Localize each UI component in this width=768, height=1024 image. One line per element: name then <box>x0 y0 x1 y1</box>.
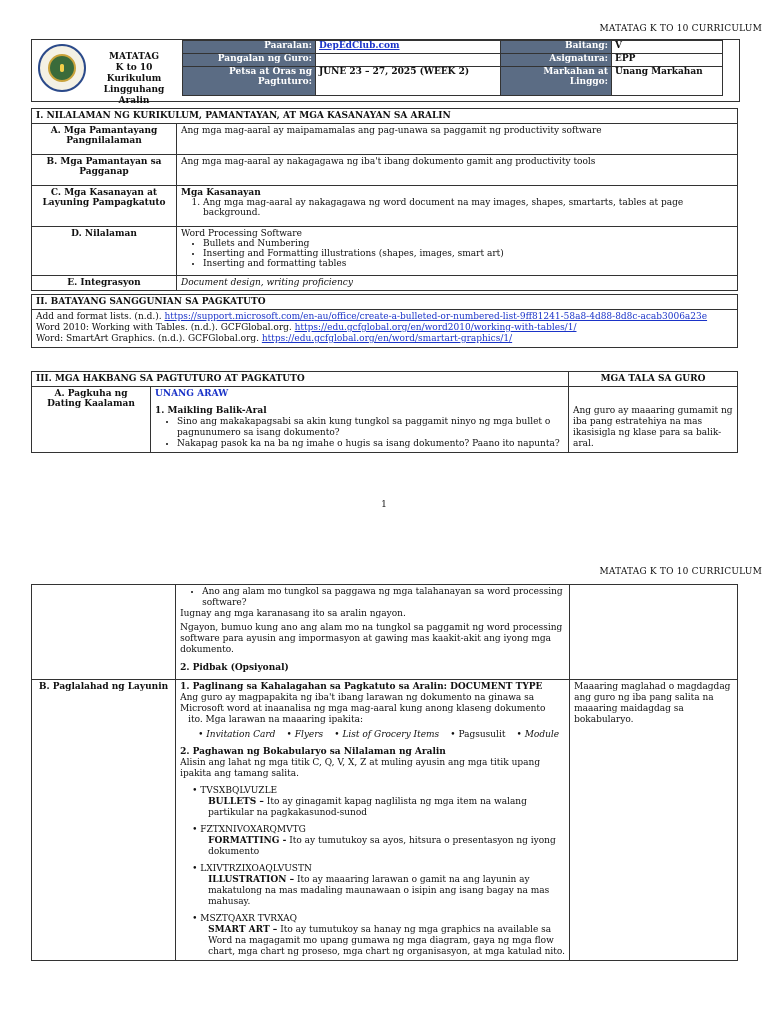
section-title: II. BATAYANG SANGGUNIAN SA PAGKATUTO <box>32 295 738 310</box>
quarter-value: Unang Markahan <box>612 67 723 96</box>
section-title: III. MGA HAKBANG SA PAGTUTURO AT PAGKATUTO <box>32 372 569 387</box>
reference-text: Word 2010: Working with Tables. (n.d.). GCFGlobal.org. <box>36 323 295 333</box>
section-3-table <box>31 371 738 453</box>
row-text: Ang mga mag-aaral ay nakagagawa ng iba't ibang dokumento gamit ang productivity tools <box>177 155 738 186</box>
document-types-list <box>180 730 565 741</box>
subject-value: EPP <box>612 54 723 67</box>
subheading: 1. Maikling Balik-Aral <box>155 406 267 416</box>
scrambled-word: • FZTXNIVOXARQMVTG <box>192 825 306 835</box>
subheading: 1. Paglinang sa Kahalagahan sa Pagkatuto sa Aralin: DOCUMENT TYPE <box>180 682 543 692</box>
reference-link[interactable]: https://edu.gcfglobal.org/en/word2010/working-with-tables/1/ <box>294 323 577 333</box>
vocab-item <box>192 825 565 858</box>
vocab-item <box>192 864 565 908</box>
document-type: • Invitation Card <box>198 730 276 740</box>
school-link[interactable]: DepEdClub.com <box>319 41 400 51</box>
list-item: • Nakapag pasok ka na ba ng imahe o hugis sa isang dokumento? Paano ito napunta? <box>177 439 564 450</box>
scrambled-word: • MSZTQAXR TVRXAQ <box>192 914 298 924</box>
vocab-item <box>192 786 565 819</box>
row-label: E. Integrasyon <box>32 276 177 291</box>
date-value: JUNE 23 – 27, 2025 (WEEK 2) <box>316 67 501 96</box>
nilalaman-heading: Word Processing Software <box>181 229 302 239</box>
running-header: MATATAG K TO 10 CURRICULUM <box>599 24 762 34</box>
section-1-table <box>31 108 738 291</box>
teacher-note: Maaaring maglahad o magdagdag ang guro ng iba pang salita na maaaring maidagdag sa bokabularyo. <box>570 680 738 961</box>
reference-text: Add and format lists. (n.d.). <box>36 312 165 322</box>
row-content <box>176 680 570 961</box>
vocab-definition: BULLETS – Ito ay ginagamit kapag naglilista ng mga item na walang partikular na pagkakasunod-sunod <box>208 797 527 818</box>
deped-seal-logo <box>38 44 86 92</box>
paragraph: Alisin ang lahat ng mga titik C, Q, V, X, Z at muling ayusin ang mga titik upang ipakita ang tamang salita. <box>180 758 541 779</box>
grade-value: V <box>612 41 723 54</box>
row-content <box>177 227 738 276</box>
header-label: Markahan at Linggo: <box>501 67 612 96</box>
day-label: UNANG ARAW <box>155 389 229 399</box>
row-label: D. Nilalaman <box>32 227 177 276</box>
vocab-item <box>192 914 565 958</box>
subheading: 2. Paghawan ng Bokabularyo sa Nilalaman ng Aralin <box>180 747 446 757</box>
paragraph: Ang guro ay magpapakita ng iba't ibang larawan ng dokumento na ginawa sa Microsoft word at inaanalisa ng mga mag-aaral kung anong klaseng dokumento <box>180 693 546 714</box>
running-header: MATATAG K TO 10 CURRICULUM <box>599 567 762 577</box>
kasanayan-heading: Mga Kasanayan <box>181 188 261 198</box>
teacher-note: Ang guro ay maaaring gumamit ng iba pang estratehiya na mas ikasisigla ng klase para sa balik-aral. <box>569 387 738 453</box>
section-title: I. NILALAMAN NG KURIKULUM, PAMANTAYAN, AT MGA KASANAYAN SA ARALIN <box>32 109 738 124</box>
document-type: • Module <box>516 730 560 740</box>
header-label: Baitang: <box>501 41 612 54</box>
teacher-value <box>316 54 501 67</box>
notes-title: MGA TALA SA GURO <box>569 372 738 387</box>
header-label: Petsa at Oras ng Pagtuturo: <box>183 67 316 96</box>
row-label: B. Paglalahad ng Layunin <box>32 680 176 961</box>
row-text: Document design, writing proficiency <box>177 276 738 291</box>
list-item: • Ano ang alam mo tungkol sa paggawa ng mga talahanayan sa word processing software? <box>202 587 565 609</box>
document-type: • List of Grocery Items <box>334 730 440 740</box>
list-item: • Inserting and formatting tables <box>203 259 733 269</box>
vocab-definition: FORMATTING - Ito ay tumutukoy sa ayos, hitsura o presentasyon ng iyong dokumento <box>208 836 556 857</box>
lesson-header <box>31 39 740 106</box>
row-content <box>177 186 738 227</box>
reference-link[interactable]: https://edu.gcfglobal.org/en/word/smartart-graphics/1/ <box>261 334 513 344</box>
section-2-table <box>31 294 738 348</box>
page-number: 1 <box>381 500 387 510</box>
lesson-header-title: MATATAG K to 10 Kurikulum Lingguhang Aralin <box>103 52 165 106</box>
vocab-definition: ILLUSTRATION – Ito ay maaaring larawan o gamit na ang layunin ay makatulong na mas madaling maunawaan o isipin ang isang bagay na mas mahusay. <box>208 875 550 907</box>
document-type: • Flyers <box>286 730 324 740</box>
reference-link[interactable]: https://support.microsoft.com/en-au/office/create-a-bulleted-or-numbered-list-9ff81241-58a8-4d88-8d8c-acab3006a23e <box>164 312 708 322</box>
row-content <box>176 585 570 680</box>
row-label: A. Mga Pamantayang Pangnilalaman <box>32 124 177 155</box>
header-label: Asignatura: <box>501 54 612 67</box>
scrambled-word: • LXIVTRZIXOAQLVUSTN <box>192 864 312 874</box>
paragraph: ito. Mga larawan na maaaring ipakita: <box>188 715 364 725</box>
subheading: 2. Pidbak (Opsiyonal) <box>180 663 289 673</box>
list-item: 1. Ang mga mag-aaral ay nakagagawa ng word document na may images, shapes, smartarts, tables at page background. <box>203 198 733 218</box>
scrambled-word: • TVSXBQLVUZLE <box>192 786 278 796</box>
page-2 <box>0 520 768 1024</box>
row-label: A. Pagkuha ng Dating Kaalaman <box>32 387 151 453</box>
empty-note-cell <box>570 585 738 680</box>
header-label: Paaralan: <box>183 41 316 54</box>
row-label: C. Mga Kasanayan at Layuning Pampagkatuto <box>32 186 177 227</box>
row-label: B. Mga Pamantayan sa Pagganap <box>32 155 177 186</box>
paragraph: Iugnay ang mga karanasang ito sa aralin ngayon. <box>180 609 406 619</box>
header-info-table <box>182 40 723 96</box>
references <box>32 310 738 348</box>
vocab-definition: SMART ART – Ito ay tumutukoy sa hanay ng mga graphics na available sa Word na magagamit mo upang gumawa ng mga diagram, gaya ng mga flow chart, mga chart ng proseso, mga chart ng organisasyon, at mga katulad nito. <box>208 925 565 957</box>
school-value[interactable] <box>316 41 501 54</box>
header-label: Pangalan ng Guro: <box>183 54 316 67</box>
section-3-continued-table <box>31 584 738 961</box>
reference-text: Word: SmartArt Graphics. (n.d.). GCFGlobal.org. <box>36 334 262 344</box>
paragraph: Ngayon, bumuo kung ano ang alam mo na tungkol sa paggamit ng word processing software para ayusin ang impormasyon at gawing mas kaakit-akit ang iyong mga dokumento. <box>180 623 563 655</box>
list-item: • Bullets and Numbering <box>203 239 733 249</box>
row-content <box>151 387 569 453</box>
row-text: Ang mga mag-aaral ay maipamamalas ang pag-unawa sa paggamit ng productivity software <box>177 124 738 155</box>
empty-label-cell <box>32 585 176 680</box>
document-type: • Pagsusulit <box>450 730 506 740</box>
list-item: • Sino ang makakapagsabi sa akin kung tungkol sa paggamit ninyo ng mga bullet o pagnunumero sa isang dokumento? <box>177 417 564 439</box>
list-item: • Inserting and Formatting illustrations (shapes, images, smart art) <box>203 249 733 259</box>
